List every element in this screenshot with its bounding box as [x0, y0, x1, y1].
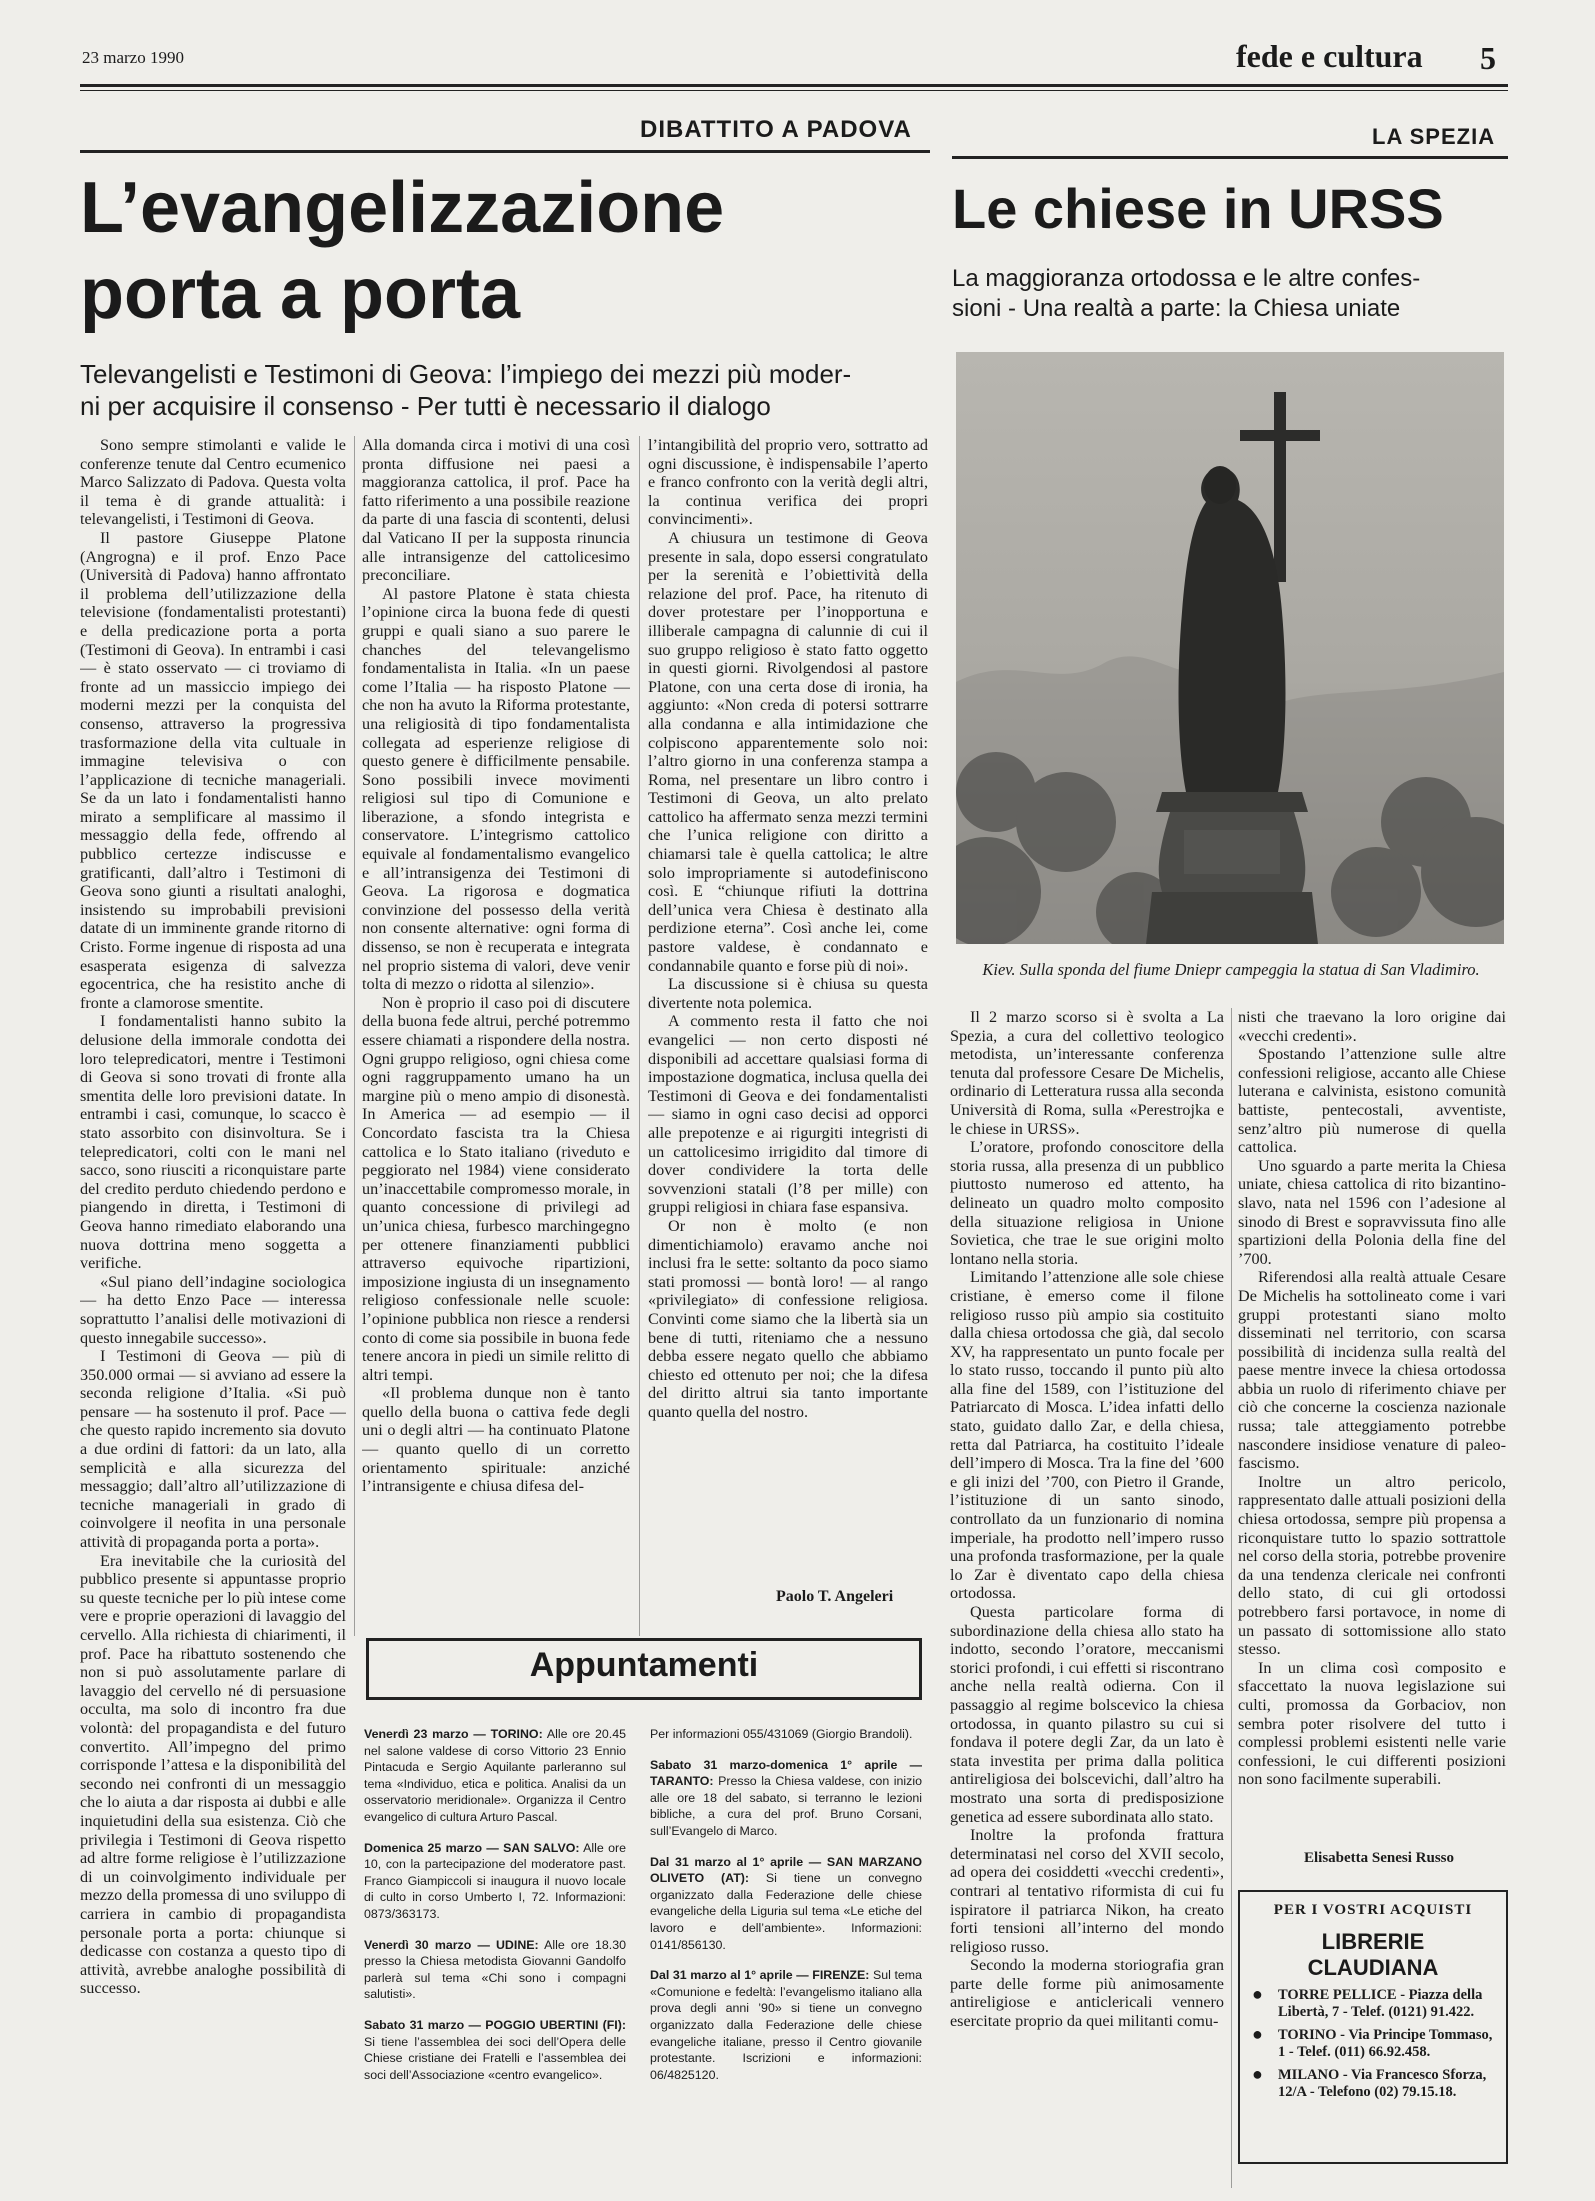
left-article-subtitle-line1: Televangelisti e Testimoni di Geova: l’impiego dei mezzi più moder- — [80, 359, 852, 389]
ad-bookstore-name-line2: CLAUDIANA — [1307, 1955, 1439, 1980]
event-details: Per informazioni 055/431069 (Giorgio Brandoli). — [650, 1727, 913, 1741]
article-paragraph: A chiusura un testimone di Geova presente in sala, dopo essersi congratulato per la serenità e l’obiettività della relazione del prof. Pace, ha ritenuto di dover protestare per l’inopportuna e illiberale campagna di calunnie di cui il suo gruppo religioso è stato fatto oggetto in questi giorni. Rivolgendosi al pastore Platone, con una certa dose di ironia, ha aggiunto: «Non creda di potersi sottrarre alla condanna e alla intimidazione che colpiscono apparentemente solo noi: l’altro giorno in una conferenza stampa a Roma, nel presentare un libro contro i Testimoni di Geova, un alto prelato cattolico ha affermato senza mezzi termini che l’unica religione con diritto a chiamarsi tale è quella cattolica; le altre solo impropriamente si autodefiniscono così. E “chiunque rifiuti la dottrina dell’unica vera Chiesa è destinato alla perdizione eterna”. Così anche lei, come pastore valdese, è condannato e condannabile quanto e forse più di noi». — [648, 528, 928, 975]
article-paragraph: Non è proprio il caso poi di discutere della buona fede altrui, perché potremmo essere chiamati a rispondere della nostra. Ogni gruppo religioso, ogni chiesa come ogni raggruppamento umano ha un margine più o meno ampio di disonestà. In America — ad esempio — il Concordato fascista tra la Chiesa cattolica e lo Stato italiano (riveduto e peggiorato nel 1984) viene considerato un’inaccettabile compromesso morale, in quanto concessione di privilegi ad un’unica chiesa, furbesco marchingegno per ottenere finanziamenti pubblici attraverso equivoche ripartizioni, imposizione ingiusta di un insegnamento religioso confessionale nelle scuole: l’opinione pubblica non riesce a rendersi conto di come sia possibile in buona fede tenere ancora in piedi un simile relitto di altri tempi. — [362, 993, 630, 1384]
article-paragraph: I fondamentalisti hanno subito la delusione della immorale condotta dei loro telepredicatori, mentre i Testimoni di Geova si sono trovati di fronte alla smentita delle loro previsioni datate. In entrambi i casi, comunque, lo scacco è stato assorbito con disinvoltura. Se i telepredicatori, colti con le mani nel sacco, sono riusciti a riconquistare parte del credito perduto chiedendo perdono e piangendo in diretta, i Testimoni di Geova hanno rimediato elaborando una nuova dottrina meno soggetta a verifiche. — [80, 1012, 346, 1273]
right-article-column-2 — [1238, 1008, 1506, 1850]
left-article-headline-line1: L’evangelizzazione — [80, 168, 725, 248]
event-heading: Venerdì 23 marzo — TORINO: — [364, 1727, 543, 1741]
event-details: Alle ore 18.30 presso la Chiesa metodista Giovanni Gandolfo parlerà sul tema «Chi sono i compagni salutisti». — [364, 1937, 626, 2002]
right-article-headline: Le chiese in URSS — [952, 177, 1444, 240]
event-details: Presso la Chiesa valdese, con inizio alle ore 18 del sabato, si terranno le lezioni bibliche, a cura del prof. Bruno Corsani, sull’Evangelo di Marco. — [650, 1774, 922, 1838]
page-number: 5 — [1480, 40, 1496, 76]
article-paragraph: Al pastore Platone è stata chiesta l’opinione circa la buona fede di questi gruppi e quali siano a suo parere le chanches del televangelismo fondamentalista in Italia. «In un paese come l’Italia — ha risposto Platone — che non ha avuto la Riforma protestante, una religiosità di tipo fondamentalista collegata ad esperienze religiose di questo genere è difficilmente pensabile. Sono possibili invece movimenti religiosi sul tipo di Comunione e liberazione, a sfondo integrista e conservatore. L’integrismo cattolico equivale al fondamentalismo evangelico e all’intransigenza dei Testimoni di Geova. La rigorosa e dogmatica convinzione del possesso della verità non consente alternative: ogni forma di dissenso, se non è recuperata e integrata nel proprio sistema di valori, deve venir tolta di mezzo o ridotta al silenzio». — [362, 584, 630, 994]
event-listing — [650, 1726, 922, 1743]
article-paragraph: La discussione si è chiusa su questa divertente nota polemica. — [648, 975, 928, 1012]
left-article-kicker: DIBATTITO A PADOVA — [640, 116, 912, 143]
article-paragraph: In un clima così composito e sfaccettato la nuova legislazione sui culti, promossa da Gorbaciov, non sembra poter risolvere del tutto i complessi problemi esistenti nelle varie confessioni, le cui differenti posizioni non sono facilmente superabili. — [1238, 1658, 1506, 1789]
article-paragraph: Inoltre un altro pericolo, rappresentato dalle attuali posizioni della chiesa ortodossa, sempre più propensa a riconquistare tutto lo spazio sottrattole nel corso della storia, potrebbe provenire da una tendenza clericale nei confronti dello stato, di cui gli ortodossi potrebbero farsi portavoce, in nome di un passato di sottomissione allo stato stesso. — [1238, 1472, 1506, 1659]
event-details: Si tiene l’assemblea dei soci dell’Opera delle Chiese cristiane dei Fratelli e l’assemblea dei soci dell’Associazione «centro evangelico». — [364, 2034, 626, 2082]
right-article-subtitle-line2: sioni - Una realtà a parte: la Chiesa uniate — [952, 295, 1401, 322]
ad-header: PER I VOSTRI ACQUISTI — [1273, 1902, 1473, 1918]
claudiana-bookstores-ad — [1238, 1890, 1508, 2164]
article-paragraph: Il pastore Giuseppe Platone (Angrogna) e il prof. Enzo Pace (Università di Padova) hanno affrontato il problema dell’utilizzazione della televisione (fondamentalisti protestanti) e della predicazione porta a porta (Testimoni di Geova). In entrambi i casi — è stato osservato — ci troviamo di fronte ad un massiccio impiego dei moderni mezzi per la conquista del consenso, attraverso la progressiva trasformazione della vita cultuale in immagine televisiva o con l’applicazione di tecniche manageriali. Se da un lato i fondamentalisti hanno mirato a semplificare al massimo il messaggio della fede, offrendo al pubblico certezze indiscusse e gratificanti, dall’altro i Testimoni di Geova sono giunti a risultati analoghi, insistendo su improbabili previsioni datate di un imminente grande ritorno di Cristo. Forme ingenue di risposta ad una esasperata esigenza di salvezza egocentrica, che ha resistito anche di fronte a clamorose smentite. — [80, 528, 346, 1012]
event-details: Sul tema «Comunione e fedeltà: l’evangelismo italiano alla prova degli anni ’90» si tiene un convegno organizzato dalla Federazione delle chiese evangeliche italiane, presso il Centro giovanile protestante. Iscrizioni e informazioni: 06/4825120. — [650, 1968, 922, 2082]
statue-of-saint-vladimir-image — [956, 352, 1504, 944]
article-paragraph: A commento resta il fatto che noi evangelici — non certo disposti né disponibili ad accettare qualsiasi forma di impostazione dogmatica, inclusa quella dei Testimoni di Geova e dei fondamentalisti — siamo in ogni caso decisi ad opporci alle prepotenze e ai rigurgiti integristi di un cattolicesimo irrigidito dal timore di dover condividere la torta delle sovvenzioni statali (l’8 per mille) con gruppi religiosi in chiara fase espansiva. — [648, 1012, 928, 1217]
ad-store-list — [1252, 1987, 1494, 2101]
event-listing — [364, 1937, 626, 2003]
column-divider — [354, 436, 355, 1636]
event-listing — [364, 2017, 626, 2083]
left-article-column-1 — [80, 436, 346, 2161]
article-paragraph: L’oratore, profondo conoscitore della storia russa, alla presenza di un pubblico piuttosto numeroso ed attento, ha delineato un quadro molto composito della situazione religiosa in Unione Sovietica, che trae le sue origini molto lontano nella storia. — [950, 1138, 1224, 1268]
right-article-subtitle-line1: La maggioranza ortodossa e le altre confes- — [952, 265, 1421, 292]
article-paragraph: l’intangibilità del proprio vero, sottratto ad ogni discussione, è indispensabile l’aperto e franco confronto con la verità degli altri, la continua verifica dei propri convincimenti». — [648, 436, 928, 529]
appuntamenti-title: Appuntamenti — [529, 1646, 759, 1684]
ad-bookstore-name-line1: LIBRERIE — [1321, 1929, 1425, 1954]
right-article-column-1 — [950, 1008, 1224, 2188]
event-details: Si tiene un convegno organizzato dalla Federazione delle chiese evangeliche della Liguria sul tema «Le etiche del lavoro e dell’ambiente». Informazioni: 0141/856130. — [650, 1871, 922, 1952]
article-paragraph: Alla domanda circa i motivi di una così pronta diffusione nei paesi a maggioranza cattolica, il prof. Pace ha fatto riferimento a una possibile reazione da parte di una fascia di scontenti, delusi dal Vaticano II per la supposta rinuncia alle intransigenze del cattolicesimo preconciliare. — [362, 436, 630, 585]
article-paragraph: I Testimoni di Geova — più di 350.000 ormai — si avviano ad essere la seconda religione d’Italia. «Si può pensare — ha sostenuto il prof. Pace — che questo rapido incremento sia dovuto a due ordini di fattori: da un lato, alla semplicità e alla sicurezza del messaggio; dall’altro all’utilizzazione di tecniche manageriali in grado di coinvolgere il neofita in una personale attività di propaganda porta a porta». — [80, 1347, 346, 1552]
article-paragraph: nisti che traevano la loro origine dai «vecchi credenti». — [1238, 1008, 1506, 1045]
event-heading: Sabato 31 marzo — POGGIO UBERTINI (FI): — [364, 2017, 626, 2032]
article-paragraph: Uno sguardo a parte merita la Chiesa uniate, chiesa cattolica di rito bizantino-slavo, nata nel 1596 con l’adesione al sinodo di Brest e sopravvissuta fino alle spartizioni della Polonia della fine del ’700. — [1238, 1156, 1506, 1268]
left-article-column-3 — [648, 436, 928, 1526]
masthead-rule-thin — [80, 90, 1508, 91]
event-heading: Venerdì 30 marzo — UDINE: — [364, 1937, 539, 1952]
article-paragraph: «Sul piano dell’indagine sociologica — ha detto Enzo Pace — interessa soprattutto l’analisi delle motivazioni di questo innegabile successo». — [80, 1272, 346, 1347]
article-paragraph: Riferendosi alla realtà attuale Cesare De Michelis ha sottolineato come i vari gruppi protestanti siano molto disseminati nel territorio, con scarsa possibilità di incidenza sulla realtà del paese mentre invece la chiesa ortodossa abbia un ruolo di riferimento chiave per ciò che concerne la coscienza nazionale russa; tale atteggiamento potrebbe nascondere insidiose venature di paleo-fascismo. — [1238, 1268, 1506, 1473]
article-paragraph: Sono sempre stimolanti e valide le conferenze tenute dal Centro ecumenico Marco Salizzato di Padova. Questa volta il tema è di grande attualità: i televangelisti, i Testimoni di Geova. — [80, 436, 346, 529]
issue-date: 23 marzo 1990 — [82, 48, 184, 67]
right-kicker-rule — [952, 156, 1508, 159]
event-listing — [364, 1840, 626, 1923]
left-kicker-rule — [80, 150, 930, 153]
event-heading: Dal 31 marzo al 1° aprile — SAN MARZANO OLIVETO (AT): — [650, 1854, 922, 1886]
appuntamenti-right-column — [650, 1726, 922, 2176]
event-listing — [364, 1726, 626, 1826]
photo-caption: Kiev. Sulla sponda del fiume Dniepr campeggia la statua di San Vladimiro. — [982, 960, 1480, 979]
masthead-rule — [80, 84, 1508, 87]
section-title: fede e cultura — [1236, 38, 1423, 74]
event-details: Alle ore 10, con la partecipazione del moderatore past. Franco Giampiccoli si inaugura il nuovo locale di culto in corso Umberto I, 72. Informazioni: 0873/363173. — [364, 1840, 626, 1921]
right-article-kicker: LA SPEZIA — [1372, 124, 1496, 149]
article-paragraph: Secondo la moderna storiografia gran parte delle forme più animosamente antireligiose e anticlericali vennero esercitate proprio da quei militanti comu- — [950, 1956, 1224, 2031]
left-article-byline: Paolo T. Angeleri — [776, 1588, 894, 1605]
ad-store-entry: ● TORINO - Via Principe Tommaso, 1 - Telef. (011) 66.92.458. — [1252, 2027, 1494, 2061]
column-divider — [639, 436, 640, 1636]
left-article-subtitle-line2: ni per acquisire il consenso - Per tutti è necessario il dialogo — [80, 391, 771, 421]
article-paragraph: Limitando l’attenzione alle sole chiese cristiane, è emerso come il filone religioso russo più ampio sia costituito dalla chiesa ortodossa che già, dal secolo XV, ha rappresentato un punto focale per lo stato russo, toccando il punto più alto alla fine del 1589, con l’istituzione del Patriarcato di Mosca. L’idea infatti dello stato, guidato dallo Zar, e della chiesa, retta dal Patriarca, ha costituito l’ideale dell’impero di Mosca. Tra la fine del ’600 e gli inizi del ’700, con Pietro il Grande, l’istituzione di un santo sinodo, controllato da un funzionario di nomina imperiale, ha prodotto nell’impero russo una profonda trasformazione, per la quale lo Zar è diventato capo della chiesa ortodossa. — [950, 1268, 1224, 1603]
ad-store-entry: ● MILANO - Via Francesco Sforza, 12/A - Telefono (02) 79.15.18. — [1252, 2067, 1494, 2101]
article-paragraph: Era inevitabile che la curiosità del pubblico presente si appuntasse proprio su queste tecniche per lo più intese come vere e proprie operazioni di lavaggio del cervello. Alla richiesta di chiarimenti, il prof. Pace ha ribattuto sostenendo che non si può assolutamente parlare di lavaggio del cervello né di persuasione occulta, ma solo di incontro fra due volontà: del propagandista e del futuro convertito. All’impegno del primo corrisponde l’attesa e la disponibilità del secondo nei confronti di un messaggio che lo aiuta a dar risposta ai dubbi e alle inquietudini della sua esistenza. Ciò che privilegia i Testimoni di Geova rispetto ad altre forme religiose è l’utilizzazione di un coinvolgimento individuale per mezzo della promessa di uno sviluppo di carriera in cambio di propagandista personale porta a porta: chiunque si dedicasse con costanza a questo tipo di attività, avrebbe analoghe possibilità di successo. — [80, 1551, 346, 1998]
column-divider — [1231, 1008, 1232, 2188]
ad-store-entry: ● TORRE PELLICE - Piazza della Libertà, 7 - Telef. (0121) 91.422. — [1252, 1987, 1494, 2021]
event-heading: Dal 31 marzo al 1° aprile — FIRENZE: — [650, 1968, 870, 1983]
statue-photo — [956, 352, 1504, 944]
event-heading: Sabato 31 marzo-domenica 1° aprile —TARANTO: — [650, 1757, 922, 1789]
article-paragraph: Inoltre la profonda frattura determinatasi nel corso del XVII secolo, ad opera dei cosiddetti «vecchi credenti», contrari al tentativo riformista di cui fu ispiratore il patriarca Nikon, ha creato forti tensioni all’interno del mondo religioso russo. — [950, 1826, 1224, 1956]
event-heading: Domenica 25 marzo — SAN SALVO: — [364, 1840, 580, 1855]
article-paragraph: Or non è molto (e non dimentichiamolo) eravamo anche noi inclusi fra le sette: soltanto da poco siamo stati promossi — bontà loro! — al rango «privilegiato» di confessione religiosa. Convinti come siamo che la libertà sia un bene di tutti, riteniamo che a nessuno debba essere negato quello che abbiamo chiesto ed ottenuto per noi; che la difesa del diritto altrui sia tanto importante quanto quella del nostro. — [648, 1216, 928, 1421]
event-listing — [650, 1967, 922, 2083]
event-details: Alle ore 20.45 nel salone valdese di corso Vittorio 23 Ennio Pintacuda e Sergio Aquilante parleranno sul tema «Individuo, etica e politica. Analisi da un osservatorio meridionale». Organizza il Centro evangelico di cultura Arturo Pascal. — [364, 1727, 626, 1824]
article-paragraph: Spostando l’attenzione sulle altre confessioni religiose, accanto alle Chiese luterana e calvinista, esistono comunità battiste, pentecostali, avventiste, senz’altro più numerose di quella cattolica. — [1238, 1045, 1506, 1157]
left-article-headline-line2: porta a porta — [80, 254, 521, 334]
article-paragraph: «Il problema dunque non è tanto quello della buona o cattiva fede degli uni o degli altri — ha continuato Platone — quanto quello di un corretto orientamento spirituale: anziché l’intransigente e chiusa difesa del- — [362, 1384, 630, 1496]
article-paragraph: Il 2 marzo scorso si è svolta a La Spezia, a cura del collettivo teologico metodista, un’interessante conferenza tenuta dal professore Cesare De Michelis, ordinario di Letteratura russa alla seconda Università di Roma, sulla «Perestrojka e le chiese in URSS». — [950, 1008, 1224, 1138]
left-article-column-2 — [362, 436, 630, 1636]
event-listing — [650, 1854, 922, 1954]
appuntamenti-left-column — [364, 1726, 626, 2176]
right-article-byline: Elisabetta Senesi Russo — [1304, 1850, 1455, 1866]
article-paragraph: Questa particolare forma di subordinazione della chiesa allo stato ha indotto, secondo l’oratore, meccanismi storici profondi, i cui effetti si riscontrano anche nella realtà odierna. Con il passaggio al regime bolscevico la chiesa ortodossa, in quanto pilastro su cui si fondava il potere degli Zar, da un lato è stata investita per prima dalla politica antireligiosa dei bolscevichi, dall’altro ha mostrato una sorta di predisposizione genetica ad essere subordinata allo stato. — [950, 1603, 1224, 1826]
event-listing — [650, 1757, 922, 1840]
